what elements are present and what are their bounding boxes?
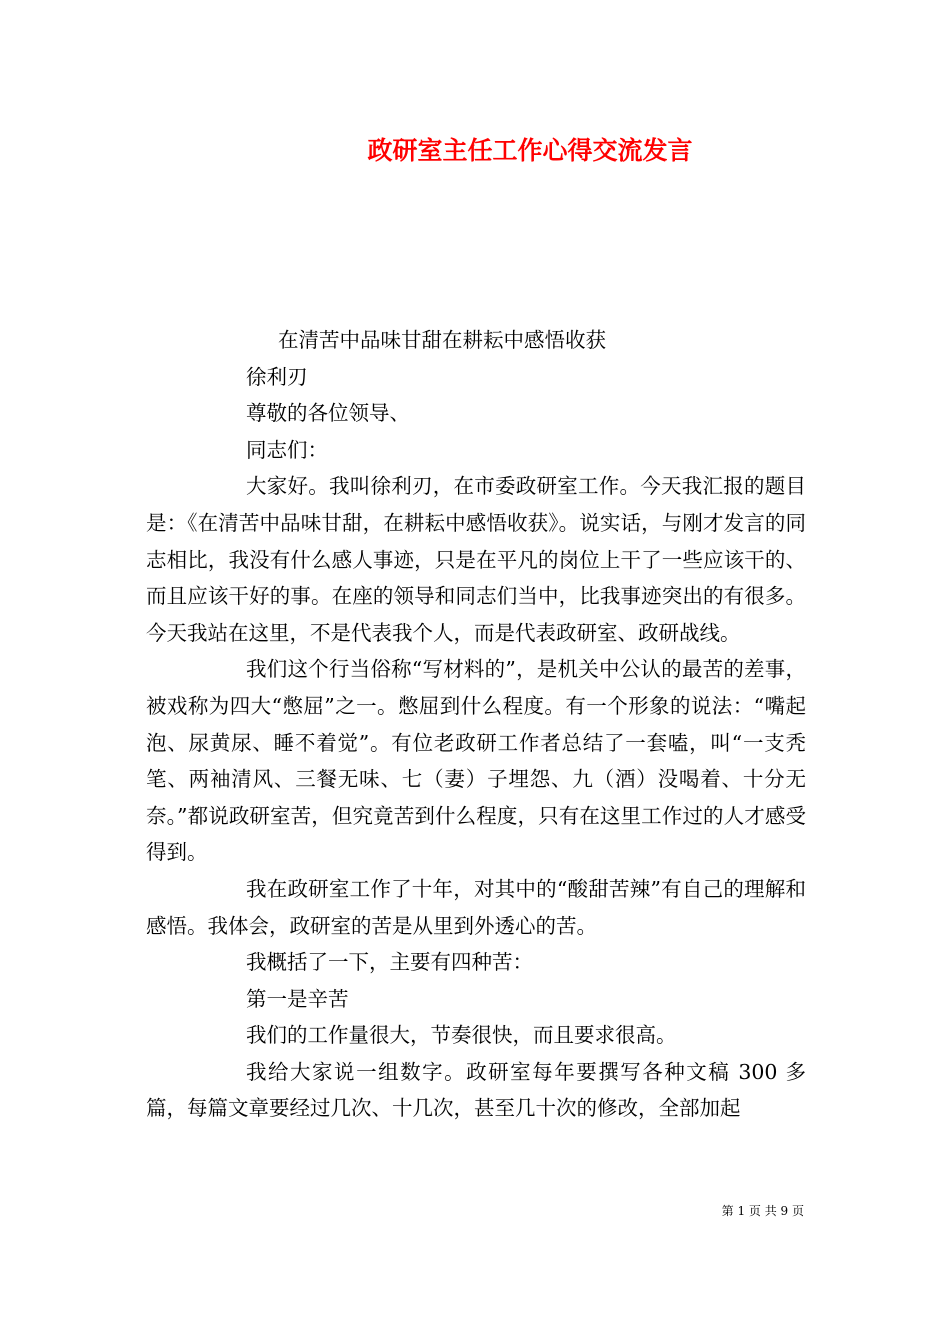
paragraph-hardship: 我们这个行当俗称“写材料的”，是机关中公认的最苦的差事，被戏称为四大“憋屈”之一。憋屈到什么程度。有一个形象的说法：“嘴起泡、尿黄尿、睡不着觉”。有位老政研工作者总结了一套嗑，叫“一支秃笔、两袖清风、三餐无味、七（妻）子埋怨、九（酒）没喝着、十分无奈。”都说政研室苦，但究竟苦到什么程度，只有在这里工作过的人才感受得到。 [146, 657, 806, 865]
page-number: 第 1 页 共 9 页 [721, 1204, 804, 1218]
author-name: 徐利刃 [246, 364, 308, 389]
paragraph-ten-years: 我在政研室工作了十年，对其中的“酸甜苦辣”有自己的理解和感悟。我体会，政研室的苦是从里到外透心的苦。 [146, 876, 806, 938]
document-body [146, 322, 806, 1127]
salutation-leaders: 尊敬的各位领导、 [246, 401, 410, 426]
line-first-hardship: 第一是辛苦 [246, 986, 349, 1011]
paragraph-numbers: 我给大家说一组数字。政研室每年要撰写各种文稿 300 多篇，每篇文章要经过几次、十几次，甚至几十次的修改，全部加起 [146, 1059, 806, 1121]
speech-subtitle: 在清苦中品味甘甜在耕耘中感悟收获 [278, 328, 606, 352]
line-workload: 我们的工作量很大，节奏很快，而且要求很高。 [246, 1023, 677, 1048]
paragraph-intro: 大家好。我叫徐利刃，在市委政研室工作。今天我汇报的题目是：《在清苦中品味甘甜，在耕耘中感悟收获》。说实话，与刚才发言的同志相比，我没有什么感人事迹，只是在平凡的岗位上干了一些应该干的、而且应该干好的事。在座的领导和同志们当中，比我事迹突出的有很多。今天我站在这里，不是代表我个人，而是代表政研室、政研战线。 [146, 474, 806, 645]
document-title: 政研室主任工作心得交流发言 [367, 136, 693, 165]
salutation-comrades: 同志们： [246, 437, 328, 462]
line-summary: 我概括了一下，主要有四种苦： [246, 950, 533, 975]
